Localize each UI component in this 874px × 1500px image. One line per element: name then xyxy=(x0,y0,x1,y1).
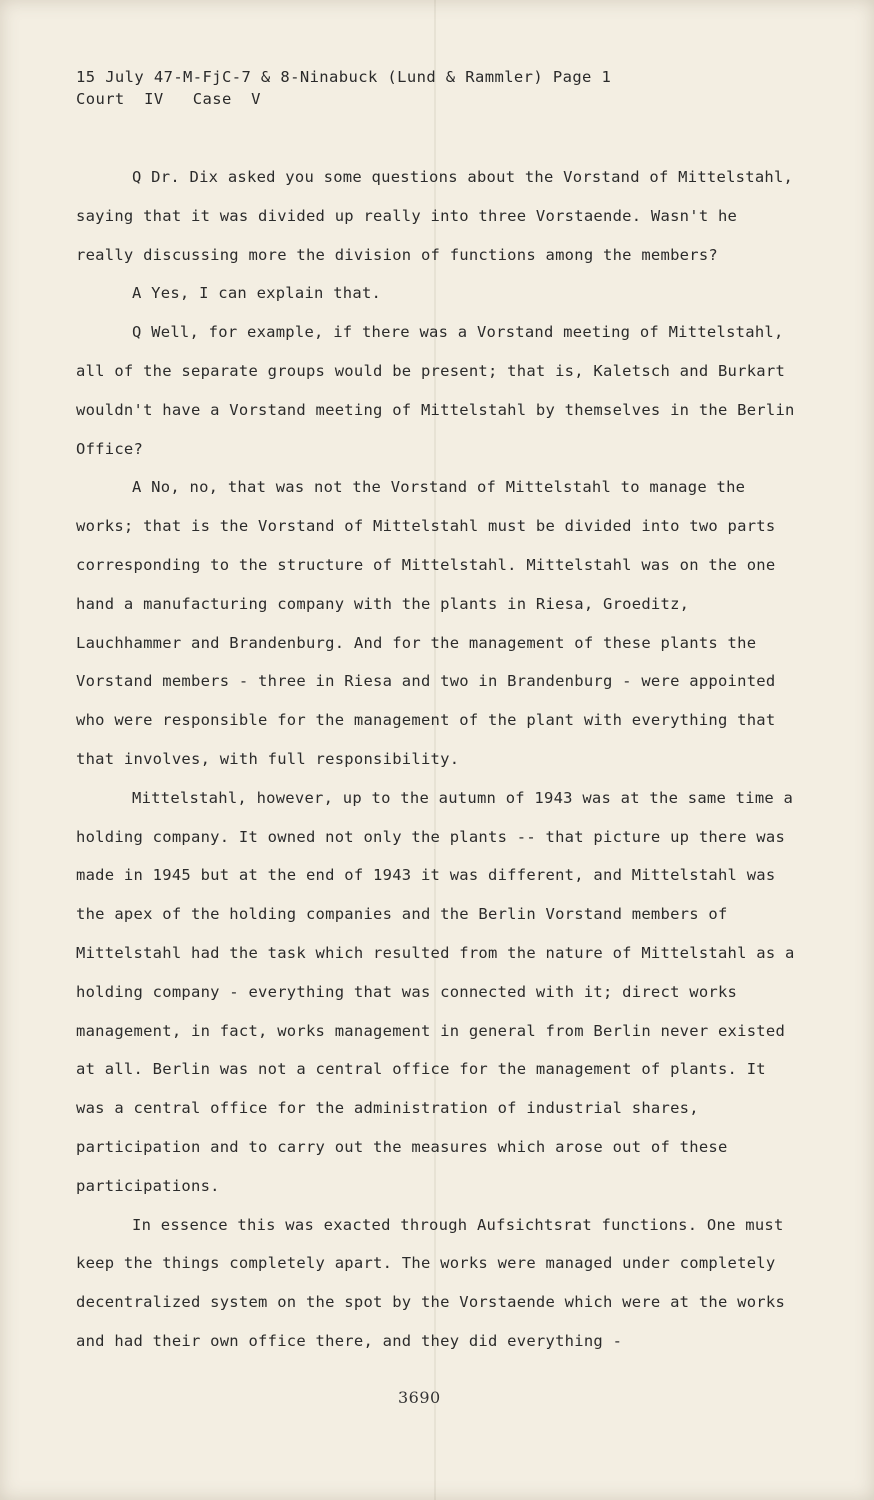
transcript-paragraph: Q Dr. Dix asked you some questions about the Vorstand of Mittelstahl, saying that it was divided up really into three Vorstaende. Wasn't he really discussing more the division of functions among the members? xyxy=(76,168,794,264)
transcript-paragraph: A No, no, that was not the Vorstand of Mittelstahl to manage the works; that is the Vorstand of Mittelstahl must be divided into two parts corresponding to the structure of Mittelstahl. Mittelstahl was on the one hand a manufacturing company with the plants in Riesa, Groeditz, Lauchhammer and Brandenburg. And for the management of these plants the Vorstand members - three in Riesa and two in Brandenburg - were appointed who were responsible for the management of the plant with everything that that involves, with full responsibility. xyxy=(76,478,776,768)
header-line-2: Court IV Case V xyxy=(76,90,261,108)
page-header xyxy=(76,66,816,110)
transcript-paragraph: A Yes, I can explain that. xyxy=(132,284,382,303)
transcript-paragraph: Mittelstahl, however, up to the autumn of 1943 was at the same time a holding company. It owned not only the plants -- that picture up there was made in 1945 but at the end of 1943 it was different, and Mittelstahl was the apex of the holding companies and the Berlin Vorstand members of Mittelstahl had the task which resulted from the nature of Mittelstahl as a holding company - everything that was connected with it; direct works management, in fact, works management in general from Berlin never existed at all. Berlin was not a central office for the management of plants. It was a central office for the administration of industrial shares, participation and to carry out the measures which arose out of these participations. xyxy=(76,788,795,1195)
header-line-1: 15 July 47-M-FjC-7 & 8-Ninabuck (Lund & Rammler) Page 1 xyxy=(76,68,612,86)
transcript-paragraph: In essence this was exacted through Aufsichtsrat functions. One must keep the things completely apart. The works were managed under completely decentralized system on the spot by the Vorstaende which were at the works and had their own office there, and they did everything - xyxy=(76,1215,786,1350)
page-number: 3690 xyxy=(398,1388,441,1407)
transcript-body xyxy=(76,158,796,1361)
transcript-paragraph: Q Well, for example, if there was a Vorstand meeting of Mittelstahl, all of the separate groups would be present; that is, Kaletsch and Burkart wouldn't have a Vorstand meeting of Mittelstahl by themselves in the Berlin Office? xyxy=(76,323,795,458)
